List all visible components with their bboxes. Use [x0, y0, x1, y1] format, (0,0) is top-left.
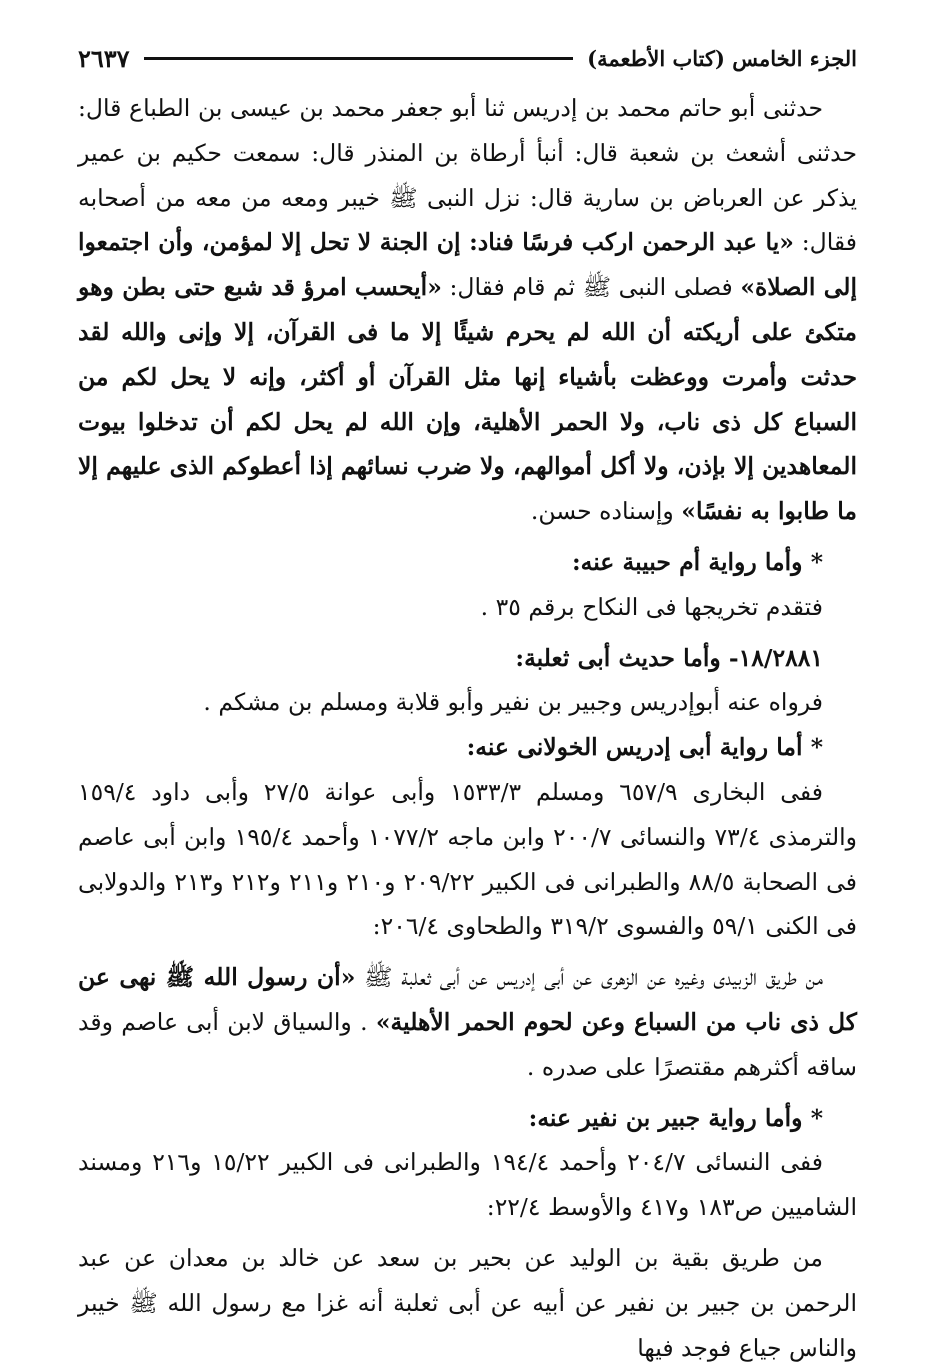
paragraph-jubayr-text: من طريق بقية بن الوليد عن بحير بن سعد عن خالد بن معدان عن عبد الرحمن بن جبير بن نفير عن أبيه عن أبى ثعلبة أنه غزا مع رسول الله ﷺ خيبر والناس جياع فوجد فيها	[78, 1243, 857, 1362]
isnad-text: حدثنى أبو حاتم محمد بن إدريس ثنا أبو جعفر محمد بن عيسى بن الطباع قال: حدثنى أشعث بن شعبة قال: أنبأ أرطاة بن المنذر قال: سمعت حكيم بن عمير يذكر عن العرباض بن سارية قال: نزل النبى ﷺ خيبر ومعه من معه من أصحابه فقال:	[78, 94, 857, 257]
narration-text: فصلى النبى ﷺ ثم قام فقال:	[441, 273, 741, 302]
running-header	[78, 38, 857, 78]
hadith-text: «أن رسول الله ﷺ نهى عن كل ذى ناب من السباع وعن لحوم الحمر الأهلية»	[78, 963, 857, 1036]
grading-text: وإسناده حسن.	[530, 497, 682, 526]
hadith-text: «يا عبد الرحمن اركب فرسًا فناد: إن الجنة لا تحل إلا لمؤمن، وأن اجتمعوا إلى الصلاة»	[78, 228, 857, 302]
paragraph-khawlani-references: ففى البخارى ٦٥٧/٩ ومسلم ١٥٣٣/٣ وأبى عوانة ٢٧/٥ وأبى داود ١٥٩/٤ والترمذى ٧٣/٤ والنسائى ٢٠٠/٧ وابن ماجه ١٠٧٧/٢ وأحمد ١٩٥/٤ وابن أبى عاصم فى الصحابة ٨٨/٥ والطبرانى فى الكبير ٢٠٩/٢٢ و٢١٠ و٢١١ و٢١٢ و٢١٣ والدولابى فى الكنى ٥٩/١ والفسوى ٣١٩/٢ والطحاوى ٢٠٦/٤:	[78, 777, 858, 941]
section-heading-abu-thalaba: ١٨/٢٨٨١- وأما حديث أبى ثعلبة:	[515, 643, 823, 672]
section-heading-khawlani: * أما رواية أبى إدريس الخولانى عنه:	[466, 733, 823, 762]
header-rule	[144, 57, 574, 60]
paragraph-khawlani-text	[78, 955, 857, 1089]
page-body	[78, 86, 857, 1370]
paragraph-jubayr-references: ففى النسائى ٢٠٤/٧ وأحمد ١٩٤/٤ والطبرانى فى الكبير ١٥/٢٢ و٢١٦ ومسند الشاميين ص١٨٣ و٤١٧ والأوسط ٢٢/٤:	[78, 1148, 857, 1222]
section-heading-umm-habiba: * وأما رواية أم حبيبة عنه:	[571, 547, 823, 576]
hadith-text: «أيحسب امرؤ قد شبع حتى بطن وهو متكئ على أريكته أن الله لم يحرم شيئًا إلا ما فى القرآن، إلا وإنى والله لقد حدثت وأمرت ووعظت بأشياء إنها مثل القرآن أو أكثر، وإنه لا يحل لكم من السباع كل ذى ناب، ولا الحمر الأهلية، وإن الله لم يحل لكم أن تدخلوا بيوت المعاهدين إلا بإذن، ولا أكل أموالهم، ولا ضرب نسائهم إذا أعطوكم الذى عليهم إلا ما طابوا به نفسًا»	[78, 273, 857, 526]
note-text: . والسياق لابن أبى عاصم وقد ساقه أكثرهم مقتصرًا على صدره .	[78, 1007, 857, 1081]
isnad-text: من طريق الزبيدى وغيره عن الزهرى عن أبى إدريس عن أبى ثعلبة ﷺ	[355, 963, 823, 992]
page-number: ٢٦٣٧	[78, 43, 130, 73]
running-title: الجزء الخامس (كتاب الأطعمة)	[587, 45, 857, 71]
paragraph-abu-thalaba: فرواه عنه أبوإدريس وجبير بن نفير وأبو قلابة ومسلم بن مشكم .	[203, 688, 823, 717]
section-heading-jubayr: * وأما رواية جبير بن نفير عنه:	[528, 1103, 823, 1132]
paragraph-umm-habiba: فتقدم تخريجها فى النكاح برقم ٣٥ .	[480, 592, 823, 621]
paragraph-irbad-hadith	[78, 86, 857, 534]
